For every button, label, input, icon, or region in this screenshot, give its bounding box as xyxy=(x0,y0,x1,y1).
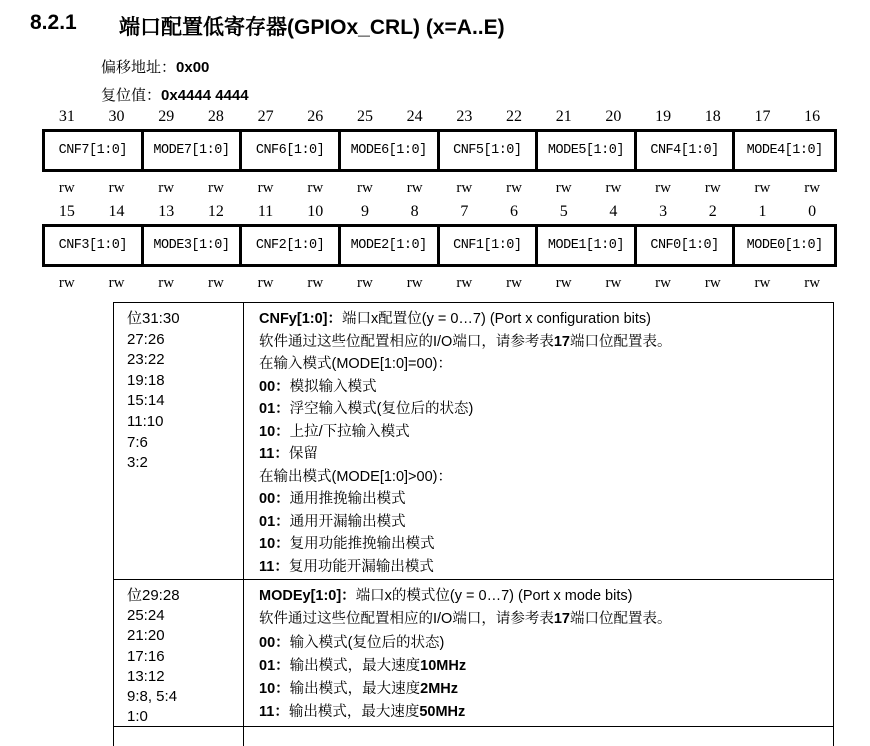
bit-range-line: 17:16 xyxy=(127,647,165,665)
description-text: 上拉/下拉输入模式 xyxy=(289,423,410,440)
description-text: 端口x配置位(y = 0…7) (Port x configuration bits) xyxy=(341,311,652,327)
bit-access-row xyxy=(42,273,837,293)
bit-number-row xyxy=(42,107,837,127)
description-text: 输入模式(复位后的状态) xyxy=(289,634,445,651)
bit-range-cell xyxy=(114,303,244,579)
bit-number: 30 xyxy=(108,108,125,125)
bit-number: 15 xyxy=(58,203,75,220)
description-text: 输出模式，最大速度 xyxy=(289,681,421,698)
description-bold-text: 10： xyxy=(259,681,290,698)
offset-address-label: 偏移地址： xyxy=(101,59,177,76)
bit-number: 8 xyxy=(410,203,419,220)
access-type-label: rw xyxy=(555,275,572,291)
bit-table xyxy=(42,202,837,293)
table-row-clipped xyxy=(114,727,833,746)
bit-range-cell xyxy=(114,727,244,746)
description-text: 模拟输入模式 xyxy=(289,378,377,395)
description-cell xyxy=(244,303,833,579)
description-bold-text: 00： xyxy=(259,491,290,507)
bit-number: 28 xyxy=(207,108,224,125)
description-text: 端口位配置表。 xyxy=(569,333,672,350)
bit-number: 12 xyxy=(207,203,224,220)
description-bold-text: 10： xyxy=(259,536,290,552)
bit-number: 17 xyxy=(754,108,771,125)
bit-number: 31 xyxy=(58,108,75,125)
access-type-label: rw xyxy=(307,275,324,291)
bit-field-cell: CNF2[1:0] xyxy=(242,227,341,264)
bit-number: 4 xyxy=(609,203,618,220)
access-type-label: rw xyxy=(257,180,274,196)
section-number: 8.2.1 xyxy=(30,11,77,34)
bit-field-cell: CNF0[1:0] xyxy=(637,227,736,264)
access-type-label: rw xyxy=(207,275,224,291)
bit-number: 3 xyxy=(659,203,668,220)
access-type-label: rw xyxy=(804,180,821,196)
description-text: 在输入模式(MODE[1:0]=00)： xyxy=(259,356,452,372)
access-type-label: rw xyxy=(605,275,622,291)
access-type-label: rw xyxy=(555,180,572,196)
bit-range-line: 21:20 xyxy=(127,627,165,645)
table-row xyxy=(114,303,833,580)
bit-number: 6 xyxy=(510,203,519,220)
access-type-label: rw xyxy=(158,275,175,291)
description-bold-text: 01： xyxy=(259,401,290,417)
description-bold-text: 2MHz xyxy=(420,681,459,698)
bit-number: 14 xyxy=(108,203,125,220)
description-line xyxy=(259,701,823,724)
description-line xyxy=(259,511,823,534)
bit-range-line: 1:0 xyxy=(127,708,148,726)
access-type-label: rw xyxy=(58,180,75,196)
access-type-label: rw xyxy=(207,180,224,196)
description-bold-text: 01： xyxy=(259,513,290,530)
description-text: 输出模式，最大速度 xyxy=(288,704,420,721)
bit-number: 11 xyxy=(257,203,274,220)
access-type-label: rw xyxy=(754,275,771,291)
bit-range-line: 23:22 xyxy=(127,351,165,369)
access-type-label: rw xyxy=(655,180,671,196)
access-type-label: rw xyxy=(506,275,522,291)
bit-range-line: 位31:30 xyxy=(127,310,180,327)
description-bold-text: 10： xyxy=(259,423,290,440)
bit-field-cell: CNF3[1:0] xyxy=(45,227,144,264)
description-text: 复用功能推挽输出模式 xyxy=(289,536,435,552)
description-line xyxy=(259,353,823,376)
bit-number: 26 xyxy=(307,108,324,125)
offset-address-line xyxy=(101,56,209,77)
access-type-label: rw xyxy=(406,180,423,196)
description-bold-text: CNFy[1:0]： xyxy=(259,311,342,327)
access-type-label: rw xyxy=(456,180,473,196)
description-text: 软件通过这些位配置相应的I/O端口，请参考表 xyxy=(259,611,554,628)
access-type-label: rw xyxy=(357,275,373,291)
bit-field-cell: MODE3[1:0] xyxy=(144,227,243,264)
page-title: 端口配置低寄存器(GPIOx_CRL) (x=A..E) xyxy=(119,16,505,39)
description-bold-text: 11： xyxy=(259,446,289,462)
bit-number: 24 xyxy=(406,108,423,125)
bit-number: 27 xyxy=(257,108,274,125)
bit-range-cell xyxy=(114,580,244,726)
description-text: 浮空输入模式(复位后的状态) xyxy=(289,401,474,417)
bit-number: 5 xyxy=(559,203,568,220)
bit-number: 23 xyxy=(456,108,473,125)
access-type-label: rw xyxy=(108,180,125,196)
access-type-label: rw xyxy=(804,275,821,291)
description-text: 端口位配置表。 xyxy=(569,611,672,628)
bit-field-cell: MODE1[1:0] xyxy=(538,227,637,264)
bit-number: 10 xyxy=(307,203,324,220)
bit-number: 19 xyxy=(655,108,672,125)
description-line xyxy=(259,331,823,354)
bit-table xyxy=(42,107,837,198)
description-text: 端口x的模式位(y = 0…7) (Port x mode bits) xyxy=(355,588,633,604)
access-type-label: rw xyxy=(754,180,771,196)
reset-value-label: 复位值： xyxy=(101,87,162,104)
bit-number: 21 xyxy=(555,108,572,125)
reset-value-line xyxy=(101,84,249,105)
description-cell xyxy=(244,580,833,726)
bit-number: 2 xyxy=(708,203,717,220)
bit-field-cell: CNF1[1:0] xyxy=(440,227,539,264)
bit-range-line: 19:18 xyxy=(127,371,165,389)
description-bold-text: 00： xyxy=(259,378,290,395)
bit-number: 9 xyxy=(360,203,369,220)
bit-number: 1 xyxy=(758,203,767,220)
description-text: 在输出模式(MODE[1:0]>00)： xyxy=(259,468,452,485)
description-line xyxy=(259,443,823,466)
description-text: 通用开漏输出模式 xyxy=(289,513,406,530)
bit-number-row xyxy=(42,202,837,222)
access-type-label: rw xyxy=(58,275,75,291)
description-line xyxy=(259,556,823,579)
description-line xyxy=(259,678,823,701)
description-text: 软件通过这些位配置相应的I/O端口，请参考表 xyxy=(259,333,554,350)
description-line xyxy=(259,308,823,331)
bit-field-cell: MODE6[1:0] xyxy=(341,132,440,169)
description-bold-text: 00： xyxy=(259,634,290,651)
access-type-label: rw xyxy=(406,275,423,291)
description-line xyxy=(259,421,823,444)
description-bold-text: 17 xyxy=(553,611,570,628)
access-type-label: rw xyxy=(506,180,522,196)
bit-field-row xyxy=(42,224,837,267)
description-bold-text: 11： xyxy=(259,704,289,721)
description-line xyxy=(259,488,823,511)
description-line xyxy=(259,655,823,678)
description-bold-text: 17 xyxy=(553,333,570,350)
bit-field-cell: CNF4[1:0] xyxy=(637,132,736,169)
bit-number: 13 xyxy=(158,203,175,220)
description-line xyxy=(259,376,823,399)
description-bold-text: 50MHz xyxy=(419,704,466,721)
offset-address-value: 0x00 xyxy=(176,59,210,76)
description-cell xyxy=(244,727,833,746)
bit-range-line: 位29:28 xyxy=(127,587,180,604)
bit-field-cell: MODE4[1:0] xyxy=(746,143,823,158)
bit-field-cell: CNF6[1:0] xyxy=(242,132,341,169)
access-type-label: rw xyxy=(108,275,125,291)
bit-field-cell: MODE0[1:0] xyxy=(746,238,823,253)
access-type-label: rw xyxy=(704,180,721,196)
bit-field-row xyxy=(42,129,837,172)
description-text: 保留 xyxy=(288,446,318,462)
access-type-label: rw xyxy=(456,275,473,291)
bit-field-cell: CNF7[1:0] xyxy=(45,132,144,169)
table-row xyxy=(114,580,833,727)
bit-range-line: 9:8, 5:4 xyxy=(127,688,178,706)
access-type-label: rw xyxy=(307,180,324,196)
description-line xyxy=(259,398,823,421)
bit-range-line: 7:6 xyxy=(127,433,148,451)
description-line xyxy=(259,533,823,556)
description-line xyxy=(259,466,823,489)
access-type-label: rw xyxy=(605,180,622,196)
description-text: 复用功能开漏输出模式 xyxy=(288,558,434,575)
access-type-label: rw xyxy=(655,275,671,291)
description-text: 输出模式，最大速度 xyxy=(289,657,421,674)
bit-number: 29 xyxy=(158,108,175,125)
bit-number: 7 xyxy=(460,203,469,220)
bit-number: 25 xyxy=(356,108,373,125)
reset-value-value: 0x4444 4444 xyxy=(161,87,249,104)
bit-field-cell: CNF5[1:0] xyxy=(440,132,539,169)
bit-range-line: 3:2 xyxy=(127,454,148,472)
access-type-label: rw xyxy=(257,275,274,291)
description-bold-text: 10MHz xyxy=(420,657,467,674)
description-bold-text: 01： xyxy=(259,657,290,674)
bit-number: 18 xyxy=(704,108,721,125)
bit-field-cell: MODE7[1:0] xyxy=(144,132,243,169)
access-type-label: rw xyxy=(357,180,373,196)
bit-access-row xyxy=(42,178,837,198)
bit-range-line: 13:12 xyxy=(127,667,165,685)
description-text: 通用推挽输出模式 xyxy=(289,491,406,507)
bit-number: 20 xyxy=(605,108,622,125)
description-bold-text: 11： xyxy=(259,558,289,575)
access-type-label: rw xyxy=(158,180,175,196)
description-line xyxy=(259,632,823,655)
description-line xyxy=(259,608,823,631)
bit-number: 22 xyxy=(506,108,523,125)
bit-field-cell: MODE2[1:0] xyxy=(341,227,440,264)
bit-range-line: 27:26 xyxy=(127,330,165,348)
access-type-label: rw xyxy=(704,275,721,291)
description-bold-text: MODEy[1:0]： xyxy=(259,588,356,604)
bit-range-line: 25:24 xyxy=(127,607,165,625)
bit-field-cell: MODE5[1:0] xyxy=(538,132,637,169)
description-line xyxy=(259,585,823,608)
bit-range-line: 15:14 xyxy=(127,392,165,410)
bit-number: 0 xyxy=(808,203,817,220)
bit-number: 16 xyxy=(804,108,821,125)
bit-description-table xyxy=(113,302,834,746)
bit-range-line: 11:10 xyxy=(127,412,164,430)
